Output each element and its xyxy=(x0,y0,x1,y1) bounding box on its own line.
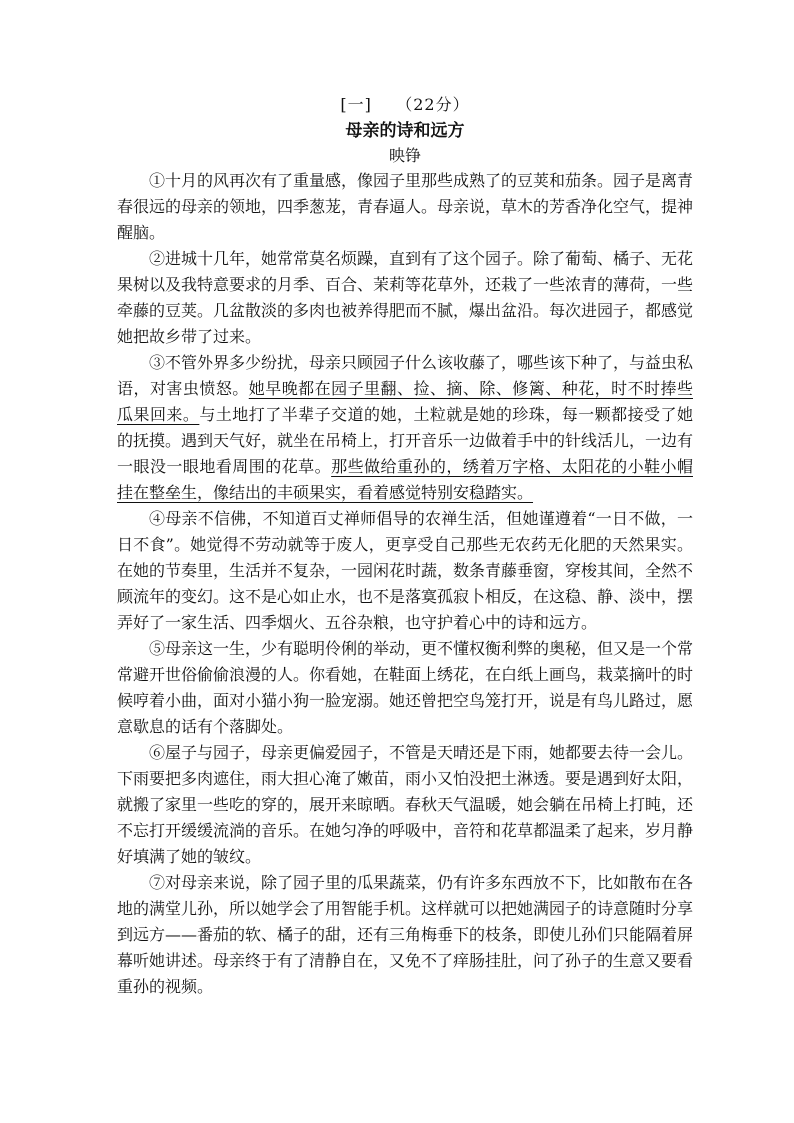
paragraph-5: ⑤母亲这一生，少有聪明伶俐的举动，更不懂权衡利弊的奥秘，但又是一个常常避开世俗偷偷浪漫的人。你看她，在鞋面上绣花，在白纸上画鸟，栽菜摘叶的时候哼着小曲，面对小猫小狗一脸宠溺。她还曾把空鸟笼打开，说是有鸟儿路过，愿意歇息的话有个落脚处。 xyxy=(117,639,694,736)
paragraph-6: ⑥屋子与园子，母亲更偏爱园子，不管是天晴还是下雨，她都要去待一会儿。下雨要把多肉遮住，雨大担心淹了嫩苗，雨小又怕没把土淋透。要是遇到好太阳，就搬了家里一些吃的穿的，展开来晾晒。春秋天气温暖，她会躺在吊椅上打盹，还不忘打开缓缓流淌的音乐。在她匀净的呼吸中，音符和花草都温柔了起来，岁月静好填满了她的皱纹。 xyxy=(117,743,694,866)
article-title: 母亲的诗和远方 xyxy=(345,121,465,141)
paragraph-2: ②进城十几年，她常常莫名烦躁，直到有了这个园子。除了葡萄、橘子、无花果树以及我特意要求的月季、百合、茉莉等花草外，还栽了一些浓青的薄荷，一些牵藤的豆荚。几盆散淡的多肉也被养得肥而不腻，爆出盆沿。每次进园子，都感觉她把故乡带了过来。 xyxy=(117,249,694,346)
paragraph-3 xyxy=(117,350,693,506)
underlined-sentence-1: 她早晚都在园子里翻、捡、摘、除、修篱、种花，时不时捧些瓜果回来。 xyxy=(117,379,693,424)
paragraph-3-text-a: ③不管外界多少纷扰，母亲只顾园子什么该收藤了，哪些该下种了，与益虫私语，对害虫愤怒。 xyxy=(117,353,694,398)
document-page xyxy=(117,92,693,1000)
score-label: （22分） xyxy=(396,95,470,114)
article-author: 映铮 xyxy=(388,146,421,165)
paragraph-7: ⑦对母亲来说，除了园子里的瓜果蔬菜，仍有许多东西放不下，比如散布在各地的满堂儿孙，所以她学会了用智能手机。这样就可以把她满园子的诗意随时分享到远方——番茄的软、橘子的甜，还有三角梅垂下的枝条，即使儿孙们只能隔着屏幕听她讲述。母亲终于有了清静自在，又免不了痒肠挂肚，问了孙子的生意又要看重孙的视频。 xyxy=(117,873,694,996)
paragraph-1: ①十月的风再次有了重量感，像园子里那些成熟了的豆荚和茄条。园子是离青春很远的母亲的领地，四季葱茏，青春逼人。母亲说，草木的芳香净化空气，提神醒脑。 xyxy=(117,171,694,242)
section-heading xyxy=(117,92,693,118)
paragraph-4: ④母亲不信佛，不知道百丈禅师倡导的农禅生活，但她谨遵着“一日不做，一日不食”。她觉得不劳动就等于废人，更享受自己那些无农药无化肥的天然果实。在她的节奏里，生活并不复杂，一园闲花时蔬，数条青藤垂窗，穿梭其间，全然不顾流年的变幻。这不是心如止水，也不是落寞孤寂卜相反，在这稳、静、淡中，摆弄好了一家生活、四季烟火、五谷杂粮，也守护着心中的诗和远方。 xyxy=(117,509,694,632)
section-label: [一] xyxy=(340,95,372,114)
paragraph-3-text-c: 与土地打了半辈子交道的她，土粒就是她的珍珠，每一颗都接受了她的抚摸。遇到天气好，就坐在吊椅上，打开音乐一边做着手中的针线活儿，一边有一眼没一眼地看周围的花草。 xyxy=(117,405,694,476)
underlined-sentence-2: 那些做给重孙的，绣着万字格、太阳花的小鞋小帽挂在整垒生，像结出的丰硕果实，看着感觉特别安稳踏实。 xyxy=(117,457,693,502)
